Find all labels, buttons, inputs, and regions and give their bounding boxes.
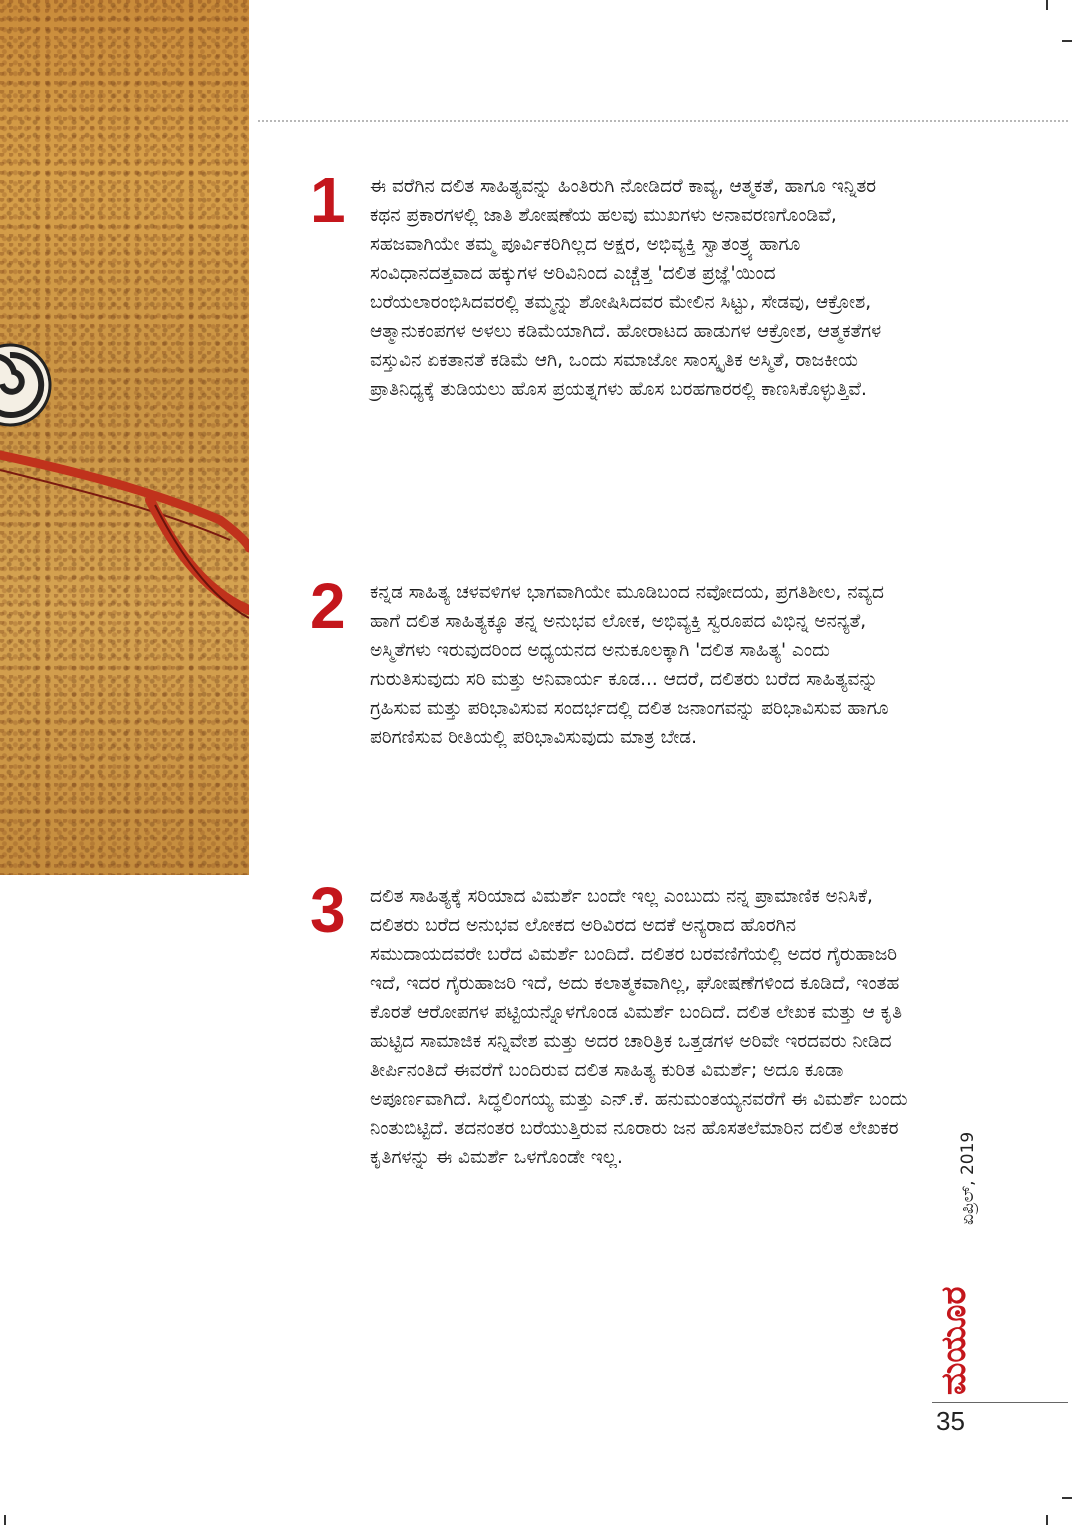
artwork-swirl-illustration [0,0,249,875]
crop-mark [4,1515,6,1525]
point-2 [310,570,910,752]
point-1 [310,164,910,404]
crop-mark [1062,40,1072,42]
page-number: 35 [936,1406,965,1436]
crop-mark [1046,0,1048,10]
decorative-artwork [0,0,249,875]
point-3 [310,874,910,1172]
crop-mark [1062,1497,1072,1499]
point-text: ಈ ವರೆಗಿನ ದಲಿತ ಸಾಹಿತ್ಯವನ್ನು ಹಿಂತಿರುಗಿ ನೋಡಿದರೆ ಕಾವ್ಯ, ಆತ್ಮಕತೆ, ಹಾಗೂ ಇನ್ನಿತರ ಕಥನ ಪ್ರಕಾರಗಳಲ್ಲಿ ಜಾತಿ ಶೋಷಣೆಯ ಹಲವು ಮುಖಗಳು ಅನಾವರಣಗೊಂಡಿವೆ, ಸಹಜವಾಗಿಯೇ ತಮ್ಮ ಪೂರ್ವಿಕರಿಗಿಲ್ಲದ ಅಕ್ಷರ, ಅಭಿವ್ಯಕ್ತಿ ಸ್ವಾತಂತ್ರ್ಯ ಹಾಗೂ ಸಂವಿಧಾನದತ್ತವಾದ ಹಕ್ಕುಗಳ ಅರಿವಿನಿಂದ ಎಚ್ಚೆತ್ತ 'ದಲಿತ ಪ್ರಜ್ಞೆ'ಯಿಂದ ಬರೆಯಲಾರಂಭಿಸಿದವರಲ್ಲಿ ತಮ್ಮನ್ನು ಶೋಷಿಸಿದವರ ಮೇಲಿನ ಸಿಟ್ಟು, ಸೇಡವು, ಆಕ್ರೋಶ, ಆತ್ಮಾನುಕಂಪಗಳ ಅಳಲು ಕಡಿಮೆಯಾಗಿದೆ. ಹೋರಾಟದ ಹಾಡುಗಳ ಆಕ್ರೋಶ, ಆತ್ಮಕತೆಗಳ ವಸ್ತುವಿನ ಏಕತಾನತೆ ಕಡಿಮೆ ಆಗಿ, ಒಂದು ಸಮಾಜೋ ಸಾಂಸ್ಕೃತಿಕ ಅಸ್ಮಿತೆ, ರಾಜಕೀಯ ಪ್ರಾತಿನಿಧ್ಯಕ್ಕೆ ತುಡಿಯಲು ಹೊಸ ಪ್ರಯತ್ನಗಳು ಹೊಸ ಬರಹಗಾರರಲ್ಲಿ ಕಾಣಸಿಕೊಳ್ಳುತ್ತಿವೆ. [370,176,882,400]
issue-date: ಏಪ್ರಿಲ್, 2019 [958,1131,978,1225]
point-number: 1 [310,164,346,236]
point-text: ಕನ್ನಡ ಸಾಹಿತ್ಯ ಚಳವಳಿಗಳ ಭಾಗವಾಗಿಯೇ ಮೂಡಿಬಂದ ನವೋದಯ, ಪ್ರಗತಿಶೀಲ, ನವ್ಯದ ಹಾಗೆ ದಲಿತ ಸಾಹಿತ್ಯಕ್ಕೂ ತನ್ನ ಅನುಭವ ಲೋಕ, ಅಭಿವ್ಯಕ್ತಿ ಸ್ವರೂಪದ ವಿಭಿನ್ನ ಅನನ್ಯತೆ, ಅಸ್ಮಿತೆಗಳು ಇರುವುದರಿಂದ ಅಧ್ಯಯನದ ಅನುಕೂಲಕ್ಕಾಗಿ 'ದಲಿತ ಸಾಹಿತ್ಯ' ಎಂದು ಗುರುತಿಸುವುದು ಸರಿ ಮತ್ತು ಅನಿವಾರ್ಯ ಕೂಡ... ಆದರೆ, ದಲಿತರು ಬರೆದ ಸಾಹಿತ್ಯವನ್ನು ಗ್ರಹಿಸುವ ಮತ್ತು ಪರಿಭಾವಿಸುವ ಸಂದರ್ಭದಲ್ಲಿ ದಲಿತ ಜನಾಂಗವನ್ನು ಪರಿಭಾವಿಸುವ ಹಾಗೂ ಪರಿಗಣಿಸುವ ರೀತಿಯಲ್ಲಿ ಪರಿಭಾವಿಸುವುದು ಮಾತ್ರ ಬೇಡ. [370,582,889,748]
point-text: ದಲಿತ ಸಾಹಿತ್ಯಕ್ಕೆ ಸರಿಯಾದ ವಿಮರ್ಶೆ ಬಂದೇ ಇಲ್ಲ ಎಂಬುದು ನನ್ನ ಪ್ರಾಮಾಣಿಕ ಅನಿಸಿಕೆ, ದಲಿತರು ಬರೆದ ಅನುಭವ ಲೋಕದ ಅರಿವಿರದ ಅದಕೆ ಅನ್ಯರಾದ ಹೊರಗಿನ ಸಮುದಾಯದವರೇ ಬರೆದ ವಿಮರ್ಶೆ ಬಂದಿದೆ. ದಲಿತರ ಬರವಣಿಗೆಯಲ್ಲಿ ಅದರ ಗೈರುಹಾಜರಿ ಇದೆ, ಇದರ ಗೈರುಹಾಜರಿ ಇದೆ, ಅದು ಕಲಾತ್ಮಕವಾಗಿಲ್ಲ, ಘೋಷಣೆಗಳಿಂದ ಕೂಡಿದೆ, ಇಂತಹ ಕೊರತೆ ಆರೋಪಗಳ ಪಟ್ಟಿಯನ್ನೊಳಗೊಂಡ ವಿಮರ್ಶೆ ಬಂದಿದೆ. ದಲಿತ ಲೇಖಕ ಮತ್ತು ಆ ಕೃತಿ ಹುಟ್ಟಿದ ಸಾಮಾಜಿಕ ಸನ್ನಿವೇಶ ಮತ್ತು ಅದರ ಚಾರಿತ್ರಿಕ ಒತ್ತಡಗಳ ಅರಿವೇ ಇರದವರು ನೀಡಿದ ತೀರ್ಪಿನಂತಿದೆ ಈವರೆಗೆ ಬಂದಿರುವ ದಲಿತ ಸಾಹಿತ್ಯ ಕುರಿತ ವಿಮರ್ಶೆ; ಅದೂ ಕೂಡಾ ಅಪೂರ್ಣವಾಗಿದೆ. ಸಿದ್ಧಲಿಂಗಯ್ಯ ಮತ್ತು ಎನ್.ಕೆ. ಹನುಮಂತಯ್ಯನವರೆಗೆ ಈ ವಿಮರ್ಶೆ ಬಂದು ನಿಂತುಬಿಟ್ಟಿದೆ. ತದನಂತರ ಬರೆಯುತ್ತಿರುವ ನೂರಾರು ಜನ ಹೊಸತಲೆಮಾರಿನ ದಲಿತ ಲೇಖಕರ ಕೃತಿಗಳನ್ನು ಈ ವಿಮರ್ಶೆ ಒಳಗೊಂಡೇ ಇಲ್ಲ. [370,886,908,1168]
crop-mark [1046,1515,1048,1525]
dotted-divider [258,120,1068,122]
point-number: 3 [310,874,346,946]
page-number-rule [932,1402,1068,1403]
magazine-logo: ಮಯೂರ [934,1286,974,1395]
point-number: 2 [310,570,346,642]
